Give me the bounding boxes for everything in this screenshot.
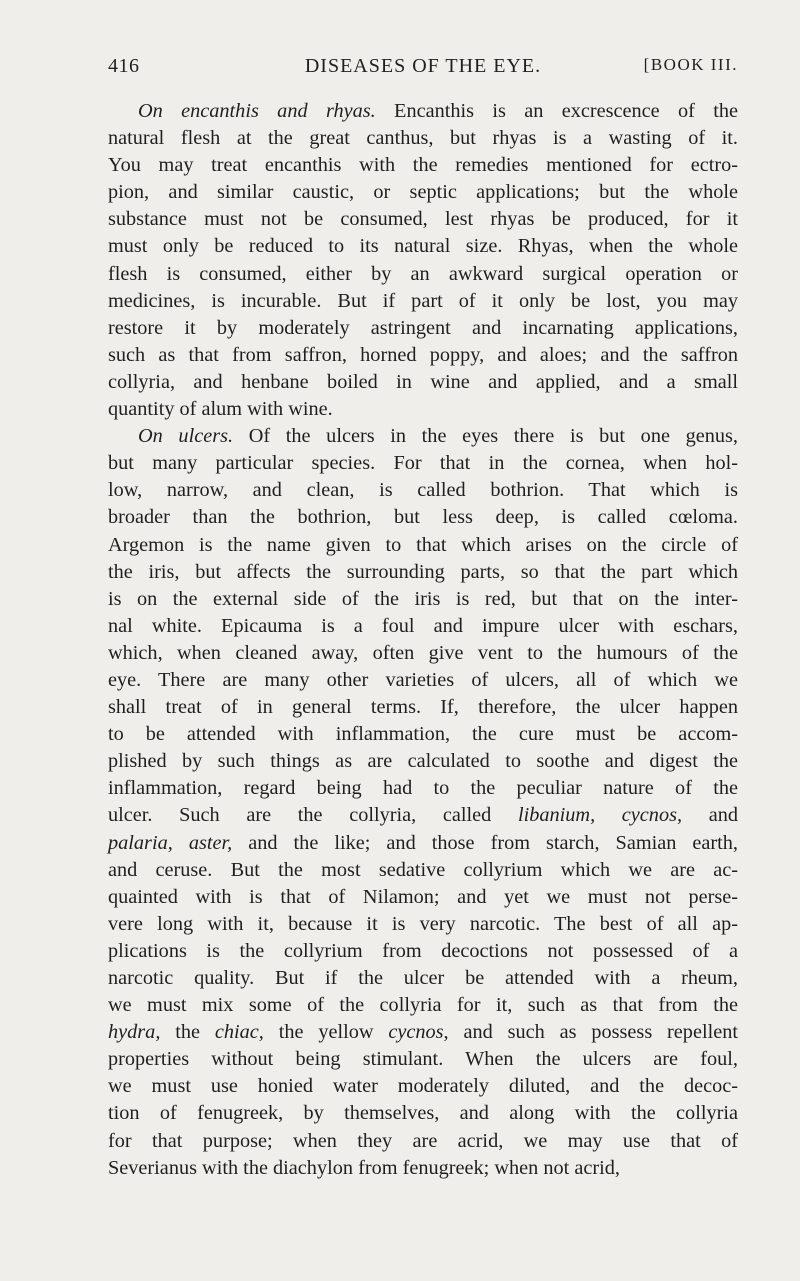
text-line	[108, 532, 738, 559]
text-run: Of the ulcers in the eyes there is but one genus,	[233, 425, 738, 448]
text-run: to be attended with inflammation, the cure must be accom-	[108, 723, 738, 746]
text-line	[108, 261, 738, 288]
text-run: ulcer. Such are the collyria, called	[108, 804, 518, 827]
book-label: [BOOK III.	[643, 55, 738, 74]
text-run: plished by such things as are calculated to soothe and digest the	[108, 750, 738, 773]
text-line	[108, 450, 738, 477]
text-run: restore it by moderately astringent and incarnating applications,	[108, 316, 738, 339]
italic-text: chiac,	[214, 1021, 264, 1044]
text-run: substance must not be consumed, lest rhyas be produced, for it	[108, 208, 738, 231]
text-line	[108, 152, 738, 179]
text-run: and	[682, 804, 738, 827]
text-line	[108, 802, 738, 829]
italic-text: cycnos,	[388, 1021, 449, 1044]
text-run: vere long with it, because it is very narcotic. The best of all ap-	[108, 912, 738, 935]
text-run: quainted with is that of Nilamon; and yet we must not perse-	[108, 885, 738, 908]
text-line	[108, 288, 738, 315]
italic-text: libanium, cycnos,	[517, 804, 683, 827]
text-line	[108, 206, 738, 233]
text-line	[108, 884, 738, 911]
text-line	[108, 369, 738, 396]
text-line	[108, 342, 738, 369]
text-run: for that purpose; when they are acrid, we may use that of	[108, 1129, 738, 1152]
text-run: inflammation, regard being had to the peculiar nature of the	[108, 777, 738, 800]
text-line	[108, 640, 738, 667]
text-run: we must use honied water moderately diluted, and the decoc-	[108, 1075, 738, 1098]
text-line	[108, 857, 738, 884]
text-line	[108, 721, 738, 748]
text-line	[108, 830, 738, 857]
text-run: must only be reduced to its natural size. Rhyas, when the whole	[108, 235, 738, 258]
text-line	[108, 1155, 738, 1182]
text-run: we must mix some of the collyria for it, such as that from the	[108, 994, 738, 1017]
text-run: low, narrow, and clean, is called bothrion. That which is	[108, 479, 738, 502]
text-run: Severianus with the diachylon from fenugreek; when not acrid,	[108, 1156, 620, 1179]
text-run: You may treat encanthis with the remedies mentioned for ectro-	[108, 154, 738, 177]
text-line	[108, 1073, 738, 1100]
body-text	[108, 98, 738, 1182]
text-run: the iris, but affects the surrounding parts, so that the part which	[108, 560, 738, 583]
text-run: the yellow	[263, 1021, 389, 1044]
text-line	[108, 179, 738, 206]
text-run: medicines, is incurable. But if part of it only be lost, you may	[108, 289, 738, 312]
italic-text: hydra,	[108, 1021, 161, 1044]
text-line	[108, 504, 738, 531]
italic-text: palaria, aster,	[108, 831, 233, 854]
text-line	[108, 748, 738, 775]
paragraph	[108, 423, 738, 1182]
text-run: which, when cleaned away, often give vent to the humours of the	[108, 641, 738, 664]
text-run: tion of fenugreek, by themselves, and along with the collyria	[108, 1102, 738, 1125]
text-line	[108, 586, 738, 613]
text-run: flesh is consumed, either by an awkward surgical operation or	[108, 262, 738, 285]
text-line	[108, 775, 738, 802]
text-run: such as that from saffron, horned poppy, and aloes; and the saffron	[108, 343, 738, 366]
text-run: plications is the collyrium from decoctions not possessed of a	[108, 939, 738, 962]
text-run: nal white. Epicauma is a foul and impure ulcer with eschars,	[108, 614, 738, 637]
text-line	[108, 477, 738, 504]
text-line	[108, 1128, 738, 1155]
text-run: and the like; and those from starch, Samian earth,	[232, 831, 739, 854]
text-line	[108, 965, 738, 992]
text-run: Argemon is the name given to that which arises on the circle of	[108, 533, 738, 556]
text-run: natural flesh at the great canthus, but rhyas is a wasting of it.	[108, 127, 738, 150]
paragraph	[108, 98, 738, 423]
text-line	[108, 667, 738, 694]
text-line	[108, 559, 738, 586]
text-run: and ceruse. But the most sedative collyrium which we are ac-	[108, 858, 738, 881]
text-line	[108, 694, 738, 721]
text-line	[108, 233, 738, 260]
italic-text: On ulcers.	[138, 425, 234, 448]
italic-text: On encanthis and rhyas.	[138, 100, 376, 122]
text-line	[108, 423, 738, 450]
running-header	[108, 55, 738, 85]
text-run: pion, and similar caustic, or septic applications; but the whole	[108, 181, 738, 204]
text-line	[108, 125, 738, 152]
text-run: collyria, and henbane boiled in wine and applied, and a small	[108, 370, 738, 393]
text-run: Encanthis is an excrescence of the	[375, 100, 738, 122]
text-line	[108, 938, 738, 965]
text-line	[108, 613, 738, 640]
text-run: eye. There are many other varieties of ulcers, all of which we	[108, 668, 738, 691]
text-run: is on the external side of the iris is red, but that on the inter-	[108, 587, 738, 610]
text-line	[108, 1100, 738, 1127]
text-run: but many particular species. For that in the cornea, when hol-	[108, 452, 738, 475]
text-line	[108, 911, 738, 938]
text-line	[108, 315, 738, 342]
text-run: narcotic quality. But if the ulcer be attended with a rheum,	[108, 967, 738, 989]
text-run: properties without being stimulant. When the ulcers are foul,	[108, 1048, 738, 1071]
text-line	[108, 1019, 738, 1046]
running-title: DISEASES OF THE EYE.	[304, 55, 542, 77]
page-number: 416	[108, 55, 140, 77]
text-line	[108, 1046, 738, 1073]
text-run: the	[160, 1021, 215, 1044]
text-run: broader than the bothrion, but less deep, is called cœloma.	[108, 506, 738, 529]
text-run: shall treat of in general terms. If, therefore, the ulcer happen	[108, 696, 738, 719]
text-line	[108, 992, 738, 1019]
text-run: and such as possess repellent	[448, 1021, 738, 1044]
text-line	[108, 396, 738, 423]
text-run: quantity of alum with wine.	[108, 398, 333, 421]
text-line	[108, 98, 738, 125]
